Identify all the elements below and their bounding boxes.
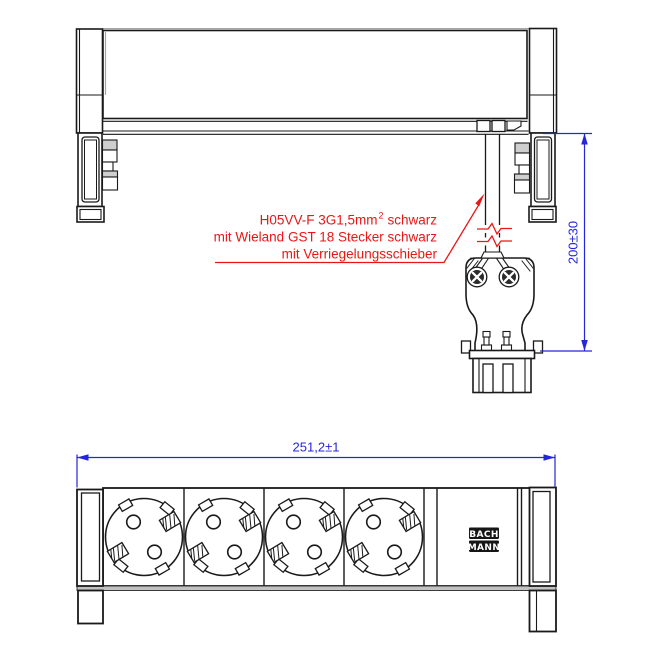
dimension-arrow (581, 340, 588, 351)
socket-2 (186, 499, 263, 576)
top-view (77, 29, 593, 393)
cable-break-marks (477, 224, 512, 247)
strip-width-dimension (77, 440, 555, 488)
cable-gland (481, 252, 504, 258)
left-end-cap (77, 490, 103, 624)
clamp-knob (515, 143, 530, 153)
cable-length-value: 200±30 (565, 220, 581, 265)
cable-annotation (214, 194, 485, 263)
dimension-arrow (544, 454, 556, 461)
leader-arrowhead (475, 194, 484, 207)
cable-spec-line2: mit Wieland GST 18 Stecker schwarz (213, 229, 437, 245)
clamp-knob (103, 140, 118, 150)
socket-4 (346, 499, 423, 576)
power-cable (486, 135, 500, 254)
front-view (77, 440, 556, 632)
cable-spec-line1: H05VV-F $3G1,5mm^2$ schwarz (259, 210, 437, 228)
cable-spec-line3: mit Verriegelungsschieber (281, 246, 437, 262)
connector-screw (467, 267, 487, 287)
gst18-connector (462, 252, 543, 393)
socket-1 (106, 499, 183, 576)
logo-line2: MANN (467, 542, 501, 553)
strip-bottom-edge (77, 586, 556, 591)
strip-width-value: 251,2±1 (292, 439, 340, 455)
cable-latch (492, 121, 505, 132)
right-end-cap (530, 488, 557, 632)
right-foot (530, 591, 557, 632)
logo-line1: BACH (469, 529, 499, 540)
left-foot (78, 591, 103, 624)
strip-body-side-view (103, 29, 556, 135)
cable-latch (477, 121, 490, 132)
socket-3 (266, 499, 343, 576)
connector-screw (499, 267, 519, 287)
connector-slot (483, 364, 493, 393)
dimension-arrow (581, 134, 588, 145)
dimension-arrow (77, 454, 89, 461)
connector-slot (503, 364, 513, 393)
